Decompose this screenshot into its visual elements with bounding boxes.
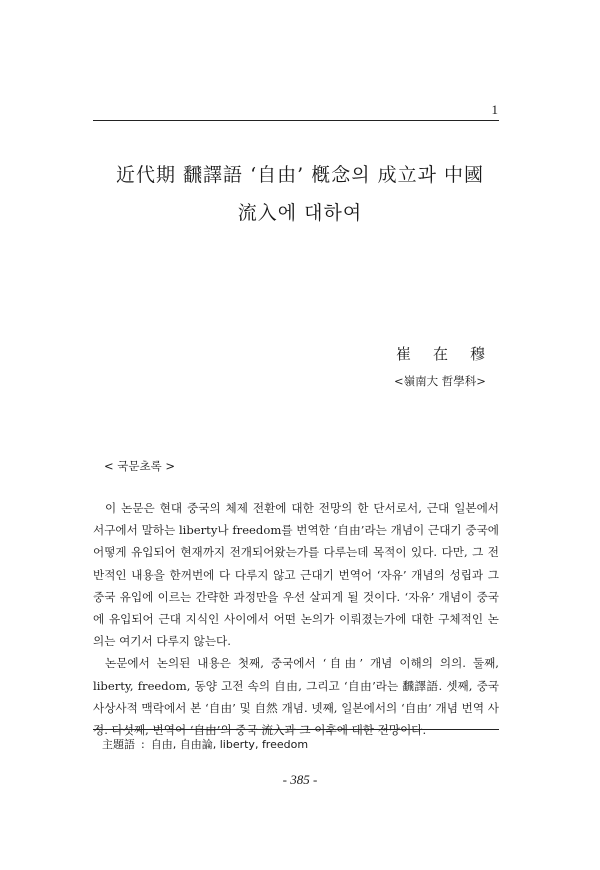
author-name: 崔在穆	[396, 345, 508, 363]
keyword-item: 自由	[150, 738, 173, 751]
header-rule	[93, 120, 499, 121]
keywords-label: 主題語	[102, 738, 135, 751]
page-number: - 385 -	[282, 772, 318, 787]
article-title-line-1: 近代期 飜譯語 ‘自由’ 槪念의 成立과 中國	[116, 164, 484, 186]
author-affiliation: <嶺南大 哲學科>	[394, 374, 486, 388]
keywords-rule	[93, 729, 499, 730]
keyword-item: freedom	[261, 738, 309, 751]
abstract-paragraph-2: 논문에서 논의된 내용은 첫째, 중국에서 ‘自由’ 개념 이해의 의의. 둘째, liberty, freedom, 동양 고전 속의 自由, 그리고 ‘自由’라는 飜譯語. 셋째, 중국 사상사적 맥락에서 본 ‘自由’ 및 自然 개념. 넷째, 일본에서의 ‘自由’ 개념 번역 사정. 다섯째, 번역어 ‘自由’의 중국 流入과 그 이후에 대한 전망이다.	[93, 656, 499, 738]
keywords-colon: :	[141, 738, 145, 751]
keyword-item: 自由論	[179, 738, 213, 751]
section-number: 1	[491, 102, 498, 117]
abstract-label: < 국문초록 >	[104, 459, 176, 473]
abstract-paragraph-1: 이 논문은 현대 중국의 체제 전환에 대한 전망의 한 단서로서, 근대 일본에서 서구에서 말하는 liberty나 freedom를 번역한 ‘自由’라는 개념이 근대기 중국에 어떻게 유입되어 현재까지 전개되어왔는가를 다루는데 목적이 있다. 다만, 그 전반적인 내용을 한꺼번에 다 다루지 않고 근대기 번역어 ‘자유’ 개념의 성립과 그 중국 유입에 이르는 간략한 과정만을 우선 살피게 될 것이다. ‘자유’ 개념이 중국에 유입되어 근대 지식인 사이에서 어떤 논의가 이뤄졌는가에 대한 구체적인 논의는 여기서 다루지 않는다.	[93, 501, 499, 649]
keywords-line: 主題語 : 自由, 自由論, liberty, freedom	[102, 738, 309, 751]
article-title-line-2: 流入에 대하여	[237, 202, 363, 224]
abstract-body	[93, 497, 499, 741]
keyword-item: liberty	[219, 738, 255, 751]
